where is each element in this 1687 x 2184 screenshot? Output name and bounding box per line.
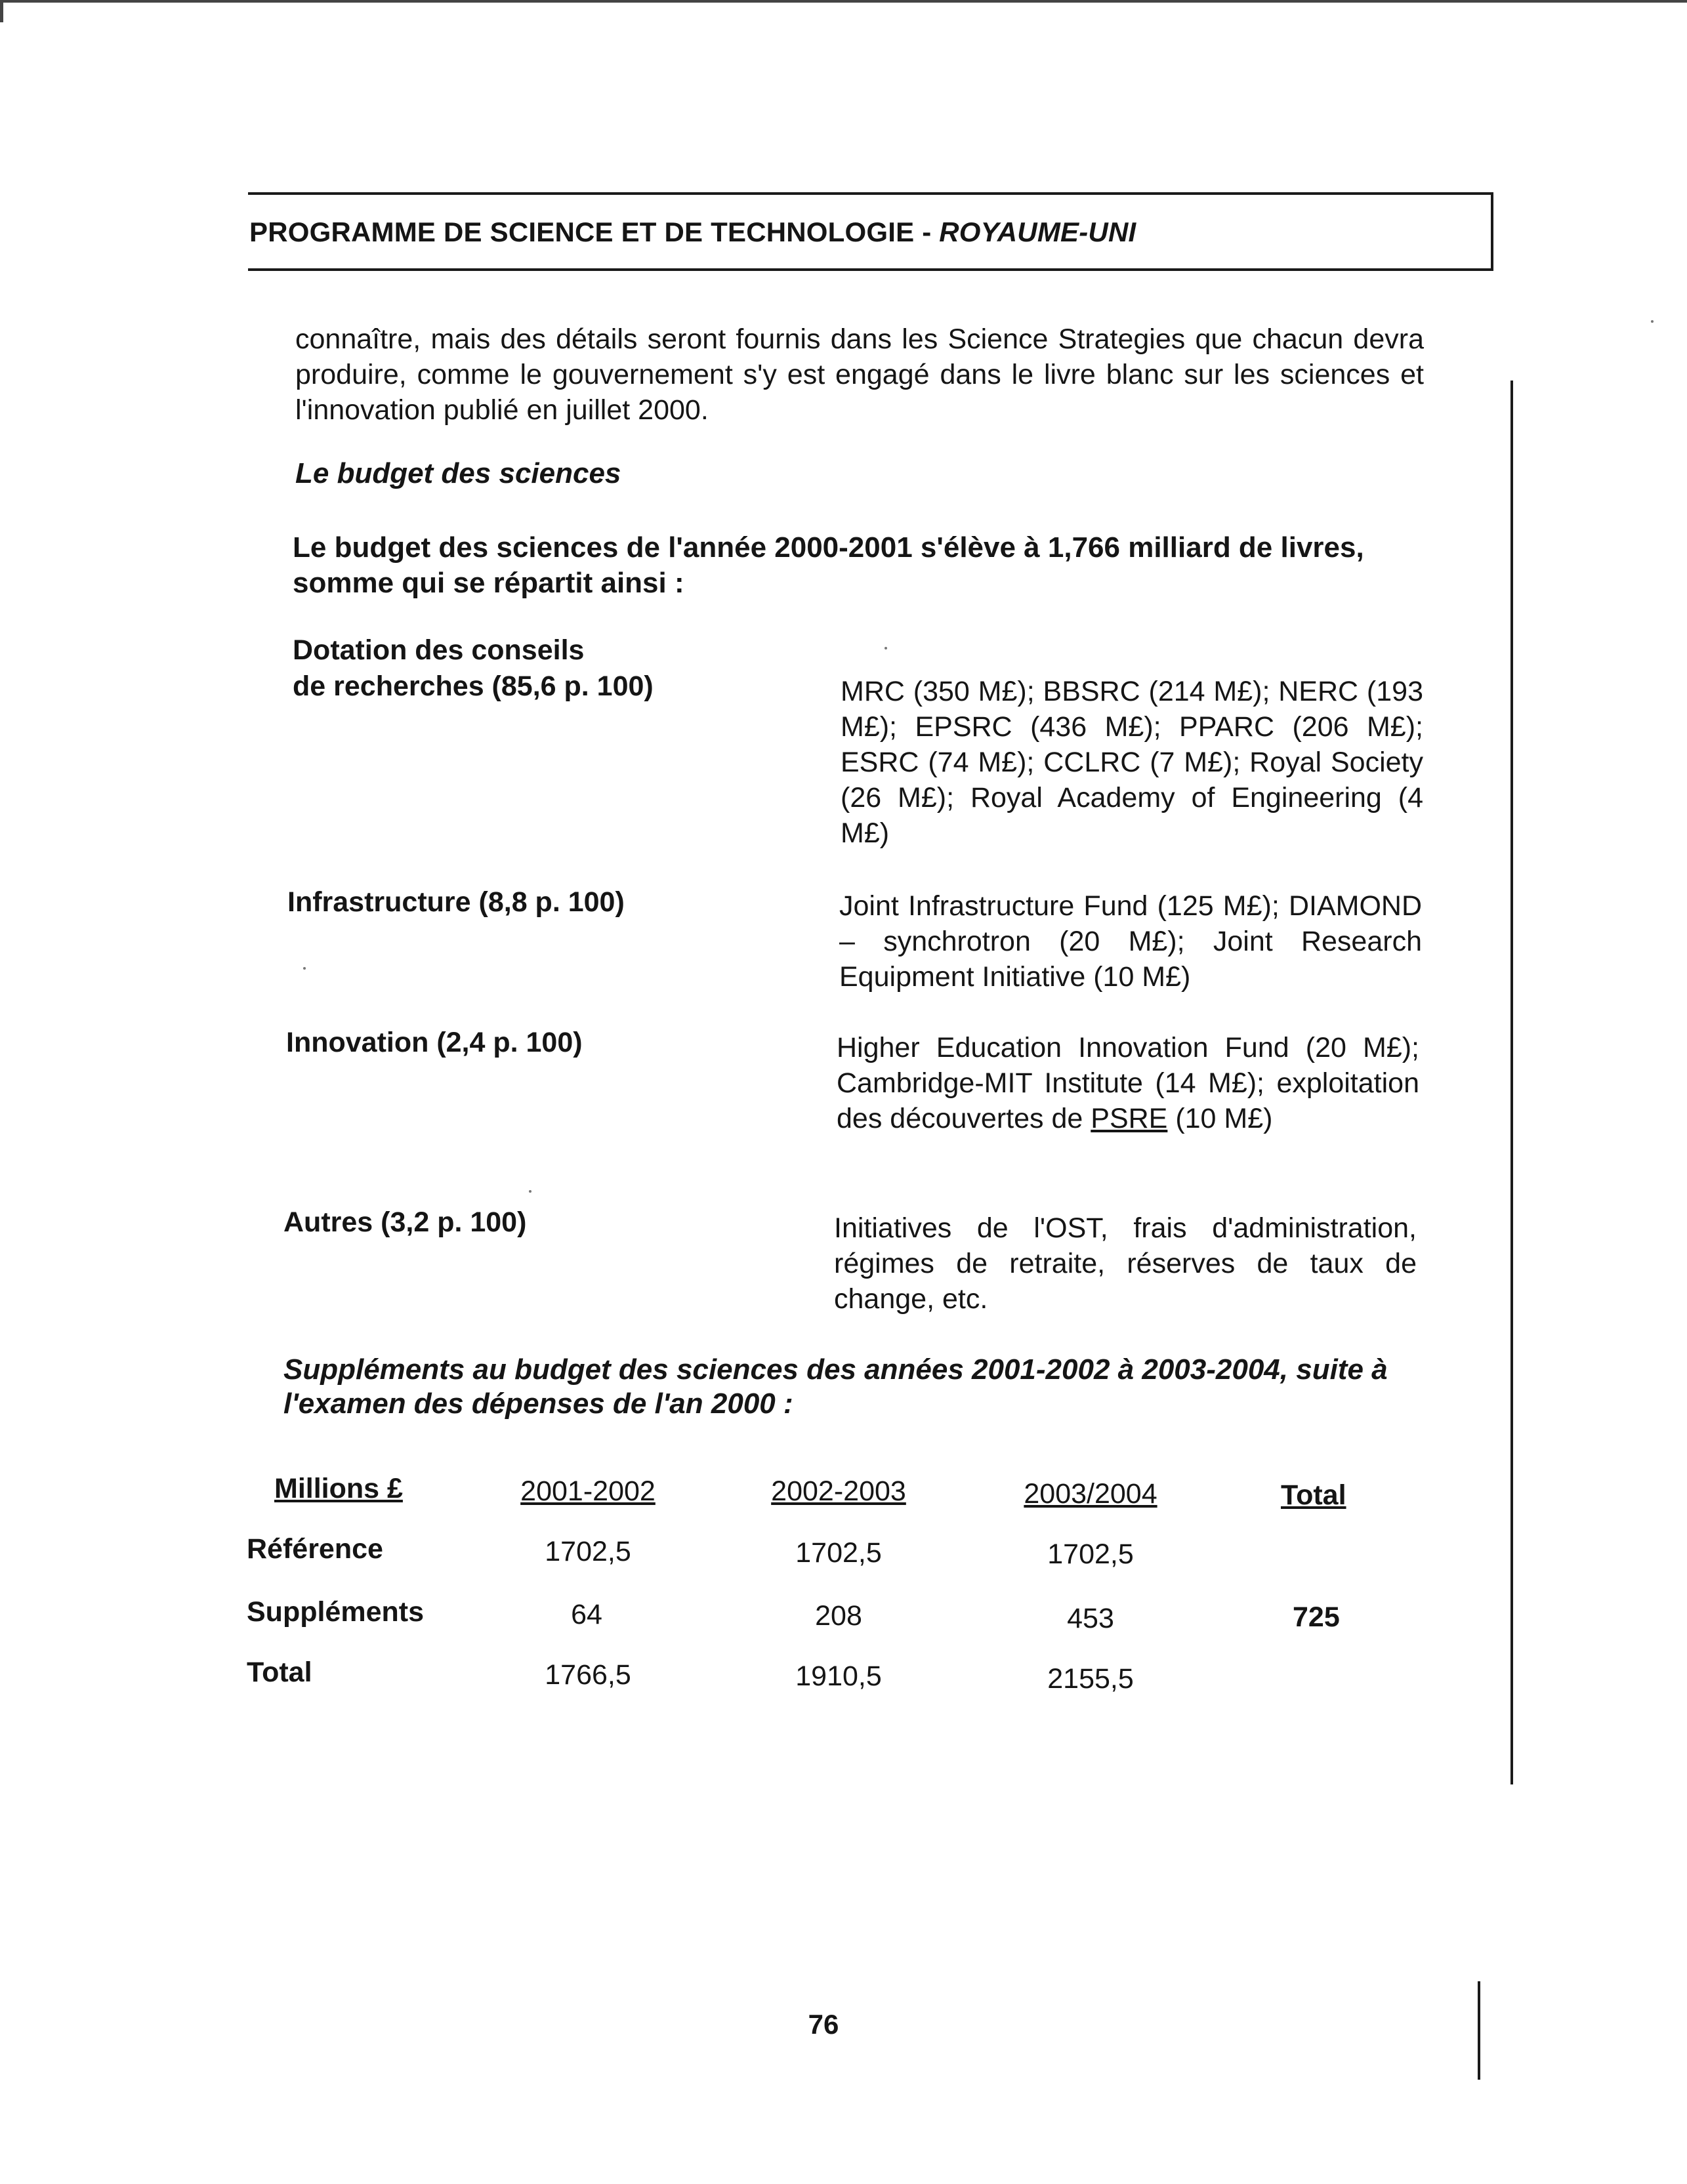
margin-change-bar [1510, 381, 1513, 1784]
header-country: ROYAUME-UNI [939, 216, 1136, 247]
table-cell: 2155,5 [1047, 1663, 1134, 1695]
header-bottom-rule [248, 268, 1493, 271]
margin-change-bar-lower [1478, 1981, 1480, 2080]
scan-top-edge [0, 0, 1687, 3]
allocation-description-innovation [837, 1030, 1419, 1136]
table-header-unit: Millions £ [274, 1473, 403, 1504]
psre-acronym: PSRE [1091, 1103, 1168, 1134]
table-cell: 208 [815, 1600, 862, 1632]
allocation-description-research-councils: MRC (350 M£); BBSRC (214 M£); NERC (193 M£); EPSRC (436 M£); PPARC (206 M£); ESRC (74 M£); CCLRC (7 M£); Royal Society (26 M£); Royal Academy of Engineering (4 M£) [841, 676, 1423, 849]
page-header-title [249, 216, 1136, 248]
scan-speck [303, 967, 306, 970]
scan-speck [885, 647, 887, 649]
innovation-desc-text: Higher Education Innovation Fund (20 M£); Cambridge-MIT Institute (14 M£); exploitation des découvertes de [837, 1032, 1419, 1134]
budget-intro: Le budget des sciences de l'année 2000-2001 s'élève à 1,766 milliard de livres, somme qui se répartit ainsi : [293, 531, 1364, 599]
table-cell: 1702,5 [1047, 1538, 1134, 1570]
scan-speck [529, 1190, 531, 1193]
scan-left-edge [0, 0, 3, 22]
allocation-description-infrastructure: Joint Infrastructure Fund (125 M£); DIAMOND – synchrotron (20 M£); Joint Research Equipment Initiative (10 M£) [839, 890, 1422, 993]
allocation-label-line: de recherches (85,6 p. 100) [293, 670, 654, 702]
table-header-year: 2002-2003 [771, 1475, 906, 1507]
allocation-label-line: Dotation des conseils [293, 634, 585, 666]
section-heading: Le budget des sciences [295, 457, 621, 489]
table-row-label: Référence [247, 1533, 383, 1565]
intro-paragraph: connaître, mais des détails seront fournis dans les Science Strategies que chacun devra produire, comme le gouvernement s'y est engagé dans le livre blanc sur les sciences et l'innovation publié en juillet 2000. [295, 323, 1424, 426]
table-row-label: Suppléments [247, 1596, 424, 1628]
table-header-total: Total [1281, 1479, 1346, 1511]
supplements-heading: Suppléments au budget des sciences des années 2001-2002 à 2003-2004, suite à l'examen des dépenses de l'an 2000 : [283, 1353, 1388, 1420]
table-row-label: Total [247, 1657, 312, 1688]
header-top-rule [248, 192, 1493, 195]
table-cell: 1702,5 [795, 1537, 882, 1569]
allocation-description-other: Initiatives de l'OST, frais d'administration, régimes de retraite, réserves de taux de change, etc. [834, 1212, 1417, 1315]
allocation-label-research-councils [293, 632, 654, 705]
table-cell: 453 [1067, 1603, 1114, 1634]
allocation-label-infrastructure: Infrastructure (8,8 p. 100) [287, 886, 625, 918]
header-title-text: PROGRAMME DE SCIENCE ET DE TECHNOLOGIE - [249, 216, 940, 247]
table-cell: 1702,5 [545, 1536, 631, 1567]
header-right-rule [1491, 192, 1493, 271]
table-header-year: 2003/2004 [1024, 1478, 1157, 1510]
innovation-desc-amount: (10 M£) [1167, 1103, 1273, 1134]
table-header-year: 2001-2002 [520, 1475, 656, 1507]
allocation-label-other: Autres (3,2 p. 100) [283, 1206, 527, 1238]
table-cell: 64 [571, 1599, 602, 1630]
scan-speck [1651, 320, 1654, 323]
allocation-label-innovation: Innovation (2,4 p. 100) [286, 1027, 583, 1058]
table-cell: 1766,5 [545, 1659, 631, 1691]
table-cell-total: 725 [1293, 1601, 1340, 1633]
table-cell: 1910,5 [795, 1660, 882, 1692]
page-number: 76 [808, 2009, 839, 2040]
